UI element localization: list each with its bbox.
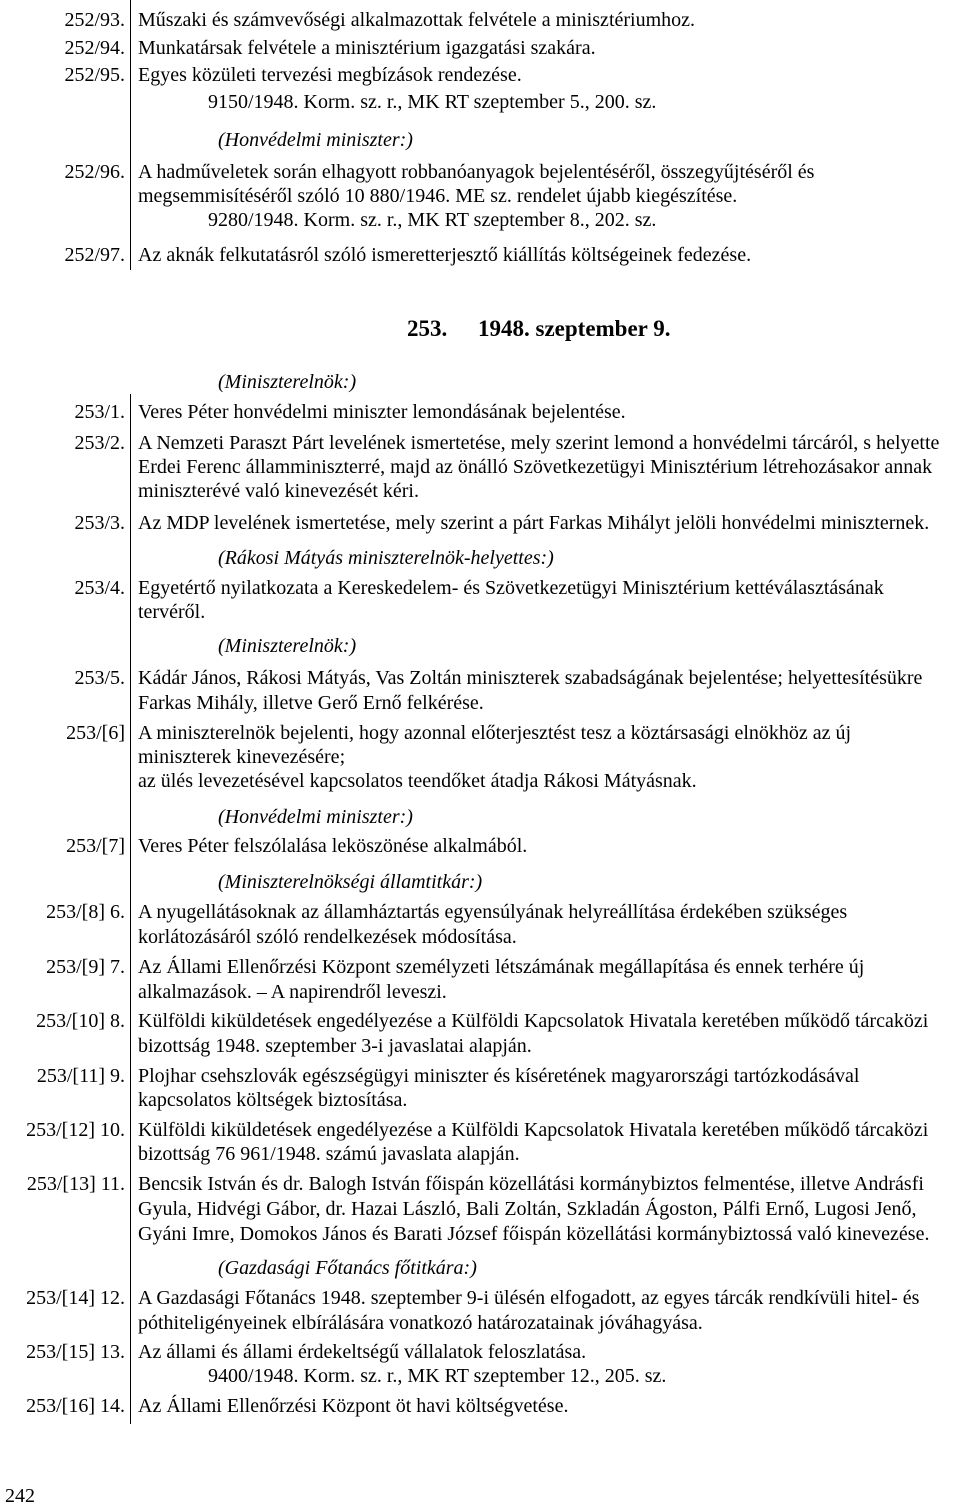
- item-text: Külföldi kiküldetések engedélyezése a Külföldi Kapcsolatok Hivatala keretében működő tárcaközi: [138, 1010, 929, 1032]
- item-text: Veres Péter felszólalása leköszönése alkalmából.: [138, 835, 528, 857]
- item-number: 253/[10] 8.: [36, 1010, 125, 1032]
- item-number: 252/97.: [64, 244, 125, 266]
- item-number: 252/96.: [64, 161, 125, 183]
- agenda-item: [0, 721, 960, 745]
- item-continuation: [0, 1197, 960, 1221]
- agenda-item: [0, 36, 960, 60]
- item-text: bizottság 1948. szeptember 3-i javaslatai alapján.: [138, 1035, 532, 1057]
- decree-reference: 9280/1948. Korm. sz. r., MK RT szeptember 8., 202. sz.: [208, 209, 657, 231]
- item-text: Egyes közületi tervezési megbízások rendezése.: [138, 64, 522, 86]
- item-number: 253/[11] 9.: [36, 1065, 125, 1087]
- item-text: megsemmisítéséről szóló 10 880/1946. ME sz. rendelet újabb kiegészítése.: [138, 185, 738, 207]
- item-text: Bencsik István és dr. Balogh István főispán közellátási kormánybiztos felmentése, illetve Andrásfi: [138, 1173, 924, 1195]
- agenda-item: [0, 900, 960, 924]
- item-number: 252/94.: [64, 37, 125, 59]
- item-continuation: [0, 691, 960, 715]
- item-text: Az állami és állami érdekeltségű vállalatok feloszlatása.: [138, 1341, 587, 1363]
- item-number: 253/[14] 12.: [26, 1287, 125, 1309]
- item-reference: [0, 208, 960, 232]
- item-text: Egyetértő nyilatkozata a Kereskedelem- és Szövetkezetügyi Minisztérium kettéválasztásának: [138, 577, 884, 599]
- agenda-item: [0, 1340, 960, 1364]
- item-text: Munkatársak felvétele a minisztérium igazgatási szakára.: [138, 37, 596, 59]
- item-text: Külföldi kiküldetések engedélyezése a Külföldi Kapcsolatok Hivatala keretében működő tárcaközi: [138, 1119, 929, 1141]
- speaker-label: (Gazdasági Főtanács főtitkára:): [218, 1257, 477, 1279]
- item-text: bizottság 76 961/1948. számú javaslata alapján.: [138, 1143, 520, 1165]
- session-number: 253.: [407, 316, 448, 341]
- item-continuation: [0, 184, 960, 208]
- agenda-item: [0, 666, 960, 690]
- item-reference: [0, 90, 960, 114]
- item-text: A Nemzeti Paraszt Párt levelének ismertetése, mely szerint lemond a honvédelmi tárcáról, s helyette: [138, 432, 940, 454]
- item-continuation: [0, 1222, 960, 1246]
- item-number: 252/93.: [64, 9, 125, 31]
- speaker-line: [0, 128, 960, 152]
- item-continuation: [0, 455, 960, 479]
- speaker-label: (Honvédelmi miniszter:): [218, 806, 413, 828]
- item-text: Kádár János, Rákosi Mátyás, Vas Zoltán miniszterek szabadságának bejelentése; helyettesítésükre: [138, 667, 923, 689]
- item-number: 253/[16] 14.: [26, 1395, 125, 1417]
- item-continuation: [0, 1311, 960, 1335]
- item-continuation: [0, 1088, 960, 1112]
- item-text: póthiteligényeinek elbírálására vonatkozó határozatainak jóváhagyása.: [138, 1312, 703, 1334]
- item-text: A miniszterelnök bejelenti, hogy azonnal előterjesztést tesz a köztársasági elnökhöz az új: [138, 722, 852, 744]
- item-continuation: [0, 1142, 960, 1166]
- page-number: 242: [5, 1485, 35, 1507]
- speaker-line: [0, 546, 960, 570]
- speaker-line: [0, 370, 960, 394]
- item-text: Az Állami Ellenőrzési Központ öt havi költségvetése.: [138, 1395, 569, 1417]
- agenda-item: [0, 1009, 960, 1033]
- agenda-item: [0, 1172, 960, 1196]
- item-text: Farkas Mihály, illetve Gerő Ernő felkérése.: [138, 692, 484, 714]
- speaker-line: [0, 1256, 960, 1280]
- item-number: 253/2.: [74, 432, 125, 454]
- item-text: tervéről.: [138, 601, 206, 623]
- item-text: Az MDP levelének ismertetése, mely szerint a párt Farkas Mihályt jelöli honvédelmi miniszternek.: [138, 512, 930, 534]
- item-number: 253/1.: [74, 401, 125, 423]
- speaker-label: (Honvédelmi miniszter:): [218, 129, 413, 151]
- decree-reference: 9150/1948. Korm. sz. r., MK RT szeptember 5., 200. sz.: [208, 91, 657, 113]
- item-reference: [0, 1364, 960, 1388]
- item-text: Az aknák felkutatásról szóló ismeretterjesztő kiállítás költségeinek fedezése.: [138, 244, 752, 266]
- item-text: Plojhar csehszlovák egészségügyi miniszter és kíséretének magyarországi tartózkodásával: [138, 1065, 860, 1087]
- agenda-item: [0, 431, 960, 455]
- speaker-label: (Miniszterelnök:): [218, 371, 357, 393]
- item-text: Gyáni Imre, Domokos János és Barati József főispán közellátási kormánybiztossá való kinevezése.: [138, 1223, 930, 1245]
- item-continuation: [0, 925, 960, 949]
- agenda-item: [0, 1064, 960, 1088]
- agenda-item: [0, 63, 960, 87]
- item-number: 253/[7]: [66, 835, 125, 857]
- item-text: A nyugellátásoknak az államháztartás egyensúlyának helyreállítása érdekében szükséges: [138, 901, 848, 923]
- item-text: Veres Péter honvédelmi miniszter lemondásának bejelentése.: [138, 401, 626, 423]
- speaker-line: [0, 870, 960, 894]
- agenda-item: [0, 955, 960, 979]
- item-number: 253/[8] 6.: [46, 901, 125, 923]
- agenda-item: [0, 511, 960, 535]
- item-continuation: [0, 745, 960, 769]
- item-text: Az Állami Ellenőrzési Központ személyzeti létszámának megállapítása és ennek terhére új: [138, 956, 865, 978]
- session-date: 1948. szeptember 9.: [478, 316, 671, 341]
- agenda-item: [0, 1286, 960, 1310]
- item-continuation: [0, 769, 960, 793]
- agenda-item: [0, 576, 960, 600]
- item-number: 253/5.: [74, 667, 125, 689]
- item-text: Műszaki és számvevőségi alkalmazottak felvétele a minisztériumhoz.: [138, 9, 696, 31]
- item-number: 252/95.: [64, 64, 125, 86]
- item-text: kapcsolatos költségek biztosítása.: [138, 1089, 408, 1111]
- item-number: 253/[15] 13.: [26, 1341, 125, 1363]
- item-text: miniszterek kinevezésére;: [138, 746, 346, 768]
- agenda-item: [0, 243, 960, 267]
- item-number: 253/4.: [74, 577, 125, 599]
- item-text: miniszterévé való kinevezését kéri.: [138, 480, 419, 502]
- item-continuation: [0, 980, 960, 1004]
- item-text: alkalmazások. – A napirendről leveszi.: [138, 981, 447, 1003]
- item-continuation: [0, 600, 960, 624]
- speaker-line: [0, 805, 960, 829]
- speaker-line: [0, 634, 960, 658]
- decree-reference: 9400/1948. Korm. sz. r., MK RT szeptember 12., 205. sz.: [208, 1365, 667, 1387]
- speaker-label: (Miniszterelnök:): [218, 635, 357, 657]
- item-number: 253/[12] 10.: [26, 1119, 125, 1141]
- item-text: A Gazdasági Főtanács 1948. szeptember 9-i ülésén elfogadott, az egyes tárcák rendkívüli hitel- és: [138, 1287, 920, 1309]
- item-number: 253/[9] 7.: [46, 956, 125, 978]
- item-number: 253/3.: [74, 512, 125, 534]
- item-number: 253/[13] 11.: [26, 1173, 125, 1195]
- item-continuation: [0, 1034, 960, 1058]
- agenda-item: [0, 1394, 960, 1418]
- item-number: 253/[6]: [66, 722, 125, 744]
- item-text: Erdei Ferenc államminiszterré, majd az önálló Szövetkezetügyi Minisztérium létrehozásakor annak: [138, 456, 933, 478]
- agenda-item: [0, 1118, 960, 1142]
- item-text: A hadműveletek során elhagyott robbanóanyagok bejelentéséről, összegyűjtéséről és: [138, 161, 815, 183]
- agenda-item: [0, 834, 960, 858]
- agenda-item: [0, 160, 960, 184]
- item-text: Gyula, Hidvégi Gábor, dr. Hazai László, Bali Zoltán, Szkladán Ágoston, Pálfi Ernő, Lugosi Jenő,: [138, 1198, 917, 1220]
- speaker-label: (Rákosi Mátyás miniszterelnök-helyettes:): [218, 547, 554, 569]
- agenda-item: [0, 400, 960, 424]
- item-continuation: [0, 479, 960, 503]
- item-text: korlátozásáról szóló rendelkezések módosítása.: [138, 926, 517, 948]
- agenda-item: [0, 8, 960, 32]
- item-text: az ülés levezetésével kapcsolatos teendőket átadja Rákosi Mátyásnak.: [138, 770, 697, 792]
- speaker-label: (Miniszterelnökségi államtitkár:): [218, 871, 483, 893]
